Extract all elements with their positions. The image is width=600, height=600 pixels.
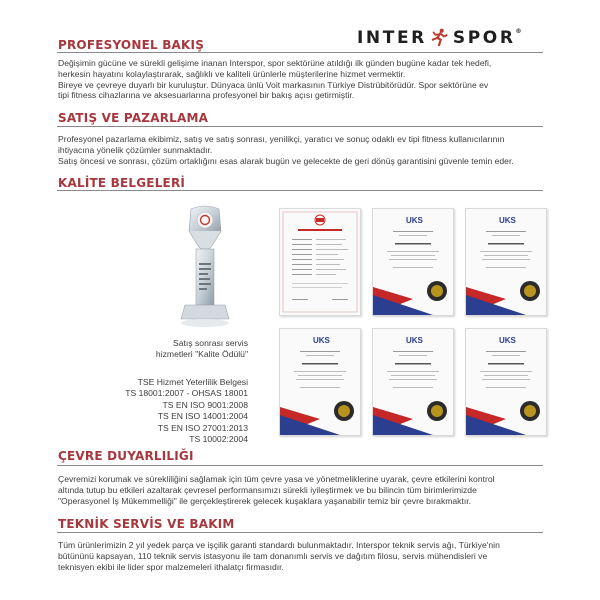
svg-text:UKS: UKS [406, 216, 423, 225]
divider [57, 126, 543, 127]
award-caption [100, 338, 248, 360]
text-line: Bireye ve çevreye duyarlı bir kuruluştur. Dünyaca ünlü Voit markasının Türkiye Distrübitörüdür. Spor sektörüne ev [58, 79, 489, 90]
text-line: tipi fitness cihazlarına ve aksesuarlarına profesyonel bir bakış açısı getirmiştir. [58, 90, 355, 101]
certificate-image-iso27001 [372, 328, 454, 436]
caption-line: hizmetleri "Kalite Ödülü" [155, 349, 248, 359]
heading-kalite: KALİTE BELGELERİ [58, 176, 186, 190]
brand-name-left: INTER [357, 28, 427, 48]
paragraph-cevre [58, 474, 550, 506]
certificate-image-iso14001 [279, 328, 361, 436]
svg-text:UKS: UKS [313, 336, 330, 345]
certificate-image-ts10002 [465, 328, 547, 436]
svg-text:UKS: UKS [499, 216, 516, 225]
svg-text:UKS: UKS [499, 336, 516, 345]
text-line: bütününü kapsayan, 110 teknik servis istasyonu ile tam donanımlı servis ve dağıtım filosu, servis mühendisleri ve [58, 550, 488, 561]
text-line: Tüm ürünlerimizin 2 yıl yedek parça ve işçilik garanti standardı bulunmaktadır. Interspor teknik servis ağı, Türkiye'nin [58, 540, 500, 550]
heading-profesyonel: PROFESYONEL BAKIŞ [58, 38, 205, 52]
text-line: Değişimin gücüne ve sürekli gelişime inanan Interspor, spor sektörüne atıldığı ilk günden bugüne kadar tek hedefi, [58, 58, 492, 68]
text-line: Çevremizi korumak ve sürekliliğini sağlamak için tüm çevre yasa ve yönetmeliklerine uyarak, çevre etkilerini kontrol [58, 474, 495, 484]
divider [57, 52, 543, 53]
certificate-list [100, 377, 248, 445]
text-line: Profesyonel pazarlama ekibimiz, satış ve satış sonrası, yenilikçi, yaratıcı ve sonuç odaklı ev tipi fitness kullanıcılarının [58, 134, 505, 144]
heading-satis: SATIŞ VE PAZARLAMA [58, 111, 209, 125]
certificate-item: TS 18001:2007 - OHSAS 18001 [125, 388, 248, 399]
certificate-image-ohsas [372, 208, 454, 316]
certificate-image-tse [279, 208, 361, 316]
trophy-award-image [175, 205, 235, 330]
paragraph-satis [58, 134, 550, 166]
runner-icon [430, 28, 448, 46]
certificate-image-iso9001 [465, 208, 547, 316]
text-line: "Operasyonel İş Mükemmelliği" ile gerçekleştirerek gelecek kuşaklara yaşanabilir temiz bir çevre bırakmaktır. [58, 495, 472, 506]
caption-line: Satış sonrası servis [173, 338, 248, 348]
brand-name-right: SPOR [452, 28, 516, 48]
text-line: teknisyen ekibi ile lider spor malzemeleri ithalatçı firmasıdır. [58, 561, 284, 572]
text-line: Satış öncesi ve sonrası, çözüm ortaklığını esas alarak bugün ve gelecekte de geri dönüş garantisini güvenle temin eder. [58, 155, 514, 166]
svg-text:UKS: UKS [406, 336, 423, 345]
text-line: altında tutup bu etkileri azaltarak çevresel performansımızı sürekli iyileştirmek ve bu bilincin tüm birimlerimizde [58, 484, 477, 495]
certificate-item: TS 10002:2004 [189, 434, 248, 445]
certificate-item: TS EN ISO 14001:2004 [157, 411, 248, 422]
registered-mark: ® [515, 28, 522, 35]
paragraph-teknik [58, 540, 550, 572]
divider [57, 532, 543, 533]
divider [57, 190, 543, 191]
certificate-item: TS EN ISO 27001:2013 [157, 422, 248, 433]
divider [57, 465, 543, 466]
paragraph-profesyonel [58, 58, 550, 101]
certificate-item: TSE Hizmet Yeterlilik Belgesi [137, 377, 248, 387]
text-line: ihtiyacına yönelik çözümler sunmaktadır. [58, 144, 213, 155]
text-line: herkesin hayatını kolaylaştırarak, sağlıklı ve kaliteli ürünlerle müşterilerine hizmet vermektir. [58, 68, 406, 79]
certificate-item: TS EN ISO 9001:2008 [162, 399, 248, 410]
heading-teknik: TEKNİK SERVİS VE BAKIM [58, 517, 235, 531]
heading-cevre: ÇEVRE DUYARLILIĞI [58, 449, 194, 463]
brand-logo [357, 28, 547, 46]
